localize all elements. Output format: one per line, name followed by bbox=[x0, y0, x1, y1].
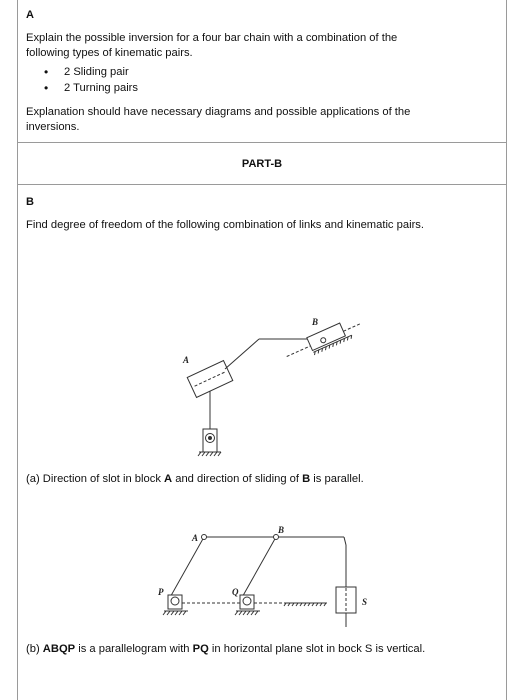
section-b-label: B bbox=[26, 196, 34, 208]
figure-b-diagram bbox=[148, 523, 388, 635]
figure-b-label-q: Q bbox=[232, 587, 239, 597]
figure-b-label-b: B bbox=[278, 525, 285, 535]
pair-list bbox=[44, 64, 138, 96]
list-item: • 2 Sliding pair bbox=[44, 64, 138, 80]
part-b-title: PART-B bbox=[241, 158, 283, 170]
figure-a-diagram bbox=[163, 313, 393, 463]
section-a-label: A bbox=[26, 9, 34, 21]
figure-a-caption: (a) Direction of slot in block A and direction of sliding of B is parallel. bbox=[26, 473, 364, 485]
section-a-line4: inversions. bbox=[26, 121, 80, 133]
figure-b-label-s: S bbox=[362, 597, 368, 607]
figure-b-label-p: P bbox=[158, 587, 164, 597]
part-b-header bbox=[18, 142, 506, 184]
section-a-line2: following types of kinematic pairs. bbox=[26, 47, 193, 59]
figure-b-label-a: A bbox=[192, 533, 199, 543]
figure-a-label-a: A bbox=[183, 355, 190, 365]
section-a-line1: Explain the possible inversion for a four bar chain with a combination of the bbox=[26, 32, 398, 44]
document-sheet bbox=[17, 0, 507, 700]
figure-a-label-b: B bbox=[312, 317, 319, 327]
list-item: • 2 Turning pairs bbox=[44, 80, 138, 96]
figure-b-caption: (b) ABQP is a parallelogram with PQ in horizontal plane slot in bock S is vertical. bbox=[26, 643, 426, 655]
section-a bbox=[18, 0, 506, 142]
section-b-question: Find degree of freedom of the following combination of links and kinematic pairs. bbox=[26, 219, 424, 231]
section-b bbox=[18, 184, 506, 700]
section-a-line3: Explanation should have necessary diagrams and possible applications of the bbox=[26, 106, 411, 118]
